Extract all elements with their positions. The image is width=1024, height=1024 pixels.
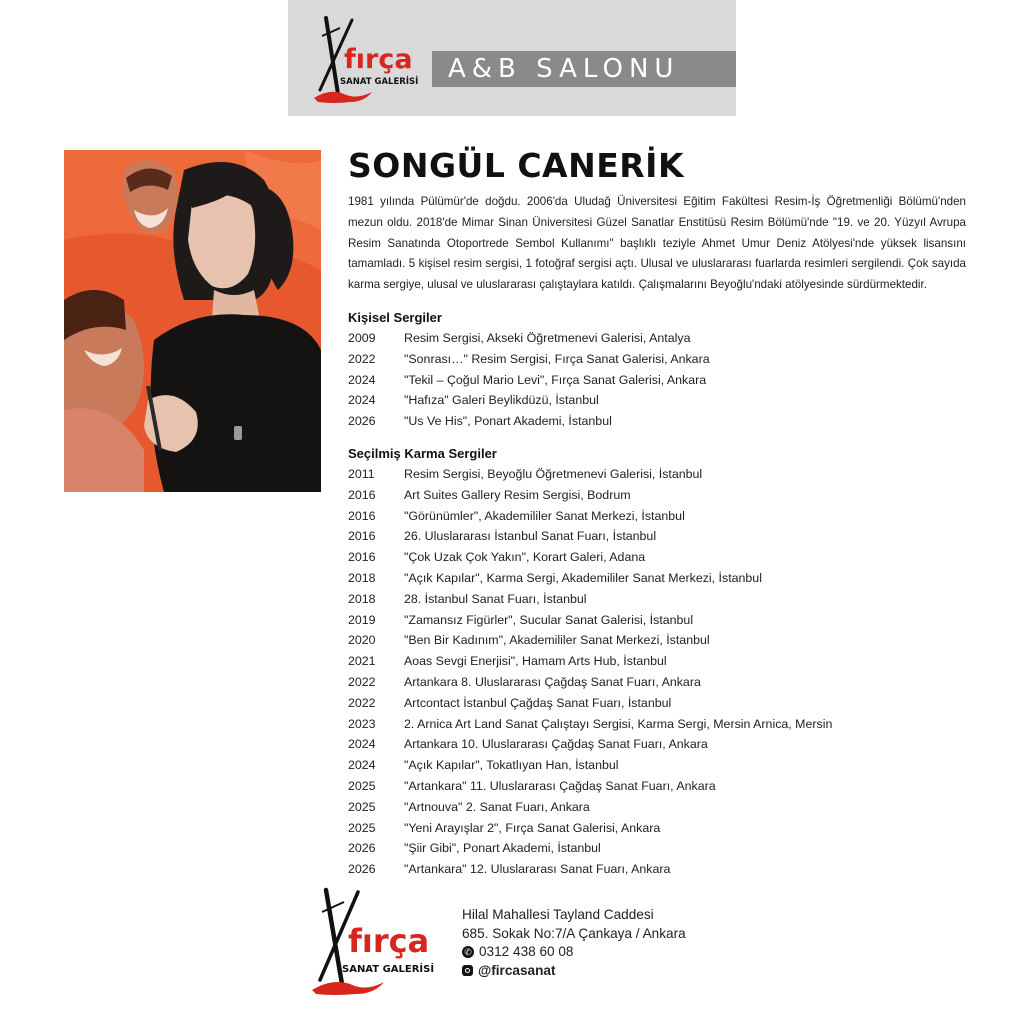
list-item: 2009 Resim Sergisi, Akseki Öğretmenevi Galerisi, Antalya bbox=[348, 330, 691, 345]
list-item: 2022 Artcontact İstanbul Çağdaş Sanat Fuarı, İstanbul bbox=[348, 695, 672, 710]
list-item: 2016 "Çok Uzak Çok Yakın", Korart Galeri, Adana bbox=[348, 550, 646, 565]
phone-row bbox=[462, 943, 686, 962]
list-item: 2021 Aoas Sevgi Enerjisi", Hamam Arts Hub, İstanbul bbox=[348, 654, 667, 669]
solo-exhibitions-list bbox=[348, 328, 966, 432]
instagram-handle[interactable]: @fircasanat bbox=[478, 962, 556, 978]
solo-exhibitions-title: Kişisel Sergiler bbox=[348, 309, 442, 325]
header-banner bbox=[288, 0, 736, 116]
list-item: 2022 "Sonrası…" Resim Sergisi, Fırça Sanat Galerisi, Ankara bbox=[348, 351, 710, 366]
list-item: 2024 Artankara 10. Uluslararası Çağdaş Sanat Fuarı, Ankara bbox=[348, 737, 708, 752]
address-line-1: Hilal Mahallesi Tayland Caddesi bbox=[462, 907, 654, 922]
salon-band bbox=[432, 51, 736, 87]
svg-text:SANAT GALERİSİ: SANAT GALERİSİ bbox=[340, 77, 419, 87]
firca-logo-footer bbox=[308, 886, 442, 996]
artist-photo bbox=[64, 150, 321, 492]
list-item: 2018 "Açık Kapılar", Karma Sergi, Akademililer Sanat Merkezi, İstanbul bbox=[348, 570, 762, 585]
list-item: 2011 Resim Sergisi, Beyoğlu Öğretmenevi Galerisi, İstanbul bbox=[348, 466, 703, 481]
group-exhibitions-list bbox=[348, 464, 966, 880]
list-item: 2026 "Artankara" 12. Uluslararası Sanat Fuarı, Ankara bbox=[348, 862, 671, 877]
list-item: 2020 "Ben Bir Kadınım", Akademililer Sanat Merkezi, İstanbul bbox=[348, 633, 710, 648]
list-item: 2024 "Açık Kapılar", Tokatlıyan Han, İstanbul bbox=[348, 758, 619, 773]
list-item: 2016 "Görünümler", Akademililer Sanat Merkezi, İstanbul bbox=[348, 508, 685, 523]
phone-number[interactable]: 0312 438 60 08 bbox=[479, 944, 574, 959]
list-item: 2018 28. İstanbul Sanat Fuarı, İstanbul bbox=[348, 591, 587, 606]
artist-bio: 1981 yılında Pülümür'de doğdu. 2006'da Uludağ Üniversitesi Eğitim Fakültesi Resim-İş Öğretmenliği Bölümü'nden mezun oldu. 2018'de Mimar Sinan Üniversitesi Güzel Sanatlar Enstitüsü Resim Bölümü'nde "19. ve 20. Yüzyıl Avrupa Resim Sanatında Otoportrede Sembol Kullanımı" başlıklı teziyle Ahmet Umur Deniz Atölyesi'nde yüksek lisansını tamamladı. 5 kişisel resim sergisi, 1 fotoğraf sergisi açtı. Ulusal ve uluslararası fuarlarda resimleri sergilendi. Çok sayıda karma sergiye, ulusal ve uluslararası çalıştaylara katıldı. Çalışmalarını Beyoğlu'ndaki atölyesinde sürdürmektedir. bbox=[348, 195, 966, 292]
artist-name: SONGÜL CANERİK bbox=[348, 146, 685, 185]
salon-title: A&B SALONU bbox=[448, 54, 680, 84]
list-item: 2019 "Zamansız Figürler", Sucular Sanat Galerisi, İstanbul bbox=[348, 612, 694, 627]
list-item: 2023 2. Arnica Art Land Sanat Çalıştayı Sergisi, Karma Sergi, Mersin Arnica, Mersin bbox=[348, 716, 833, 731]
svg-text:SANAT GALERİSİ: SANAT GALERİSİ bbox=[342, 964, 435, 975]
firca-logo bbox=[310, 14, 420, 104]
list-item: 2024 "Tekil – Çoğul Mario Levi", Fırça Sanat Galerisi, Ankara bbox=[348, 372, 707, 387]
address-line-2: 685. Sokak No:7/A Çankaya / Ankara bbox=[462, 925, 686, 941]
list-item: 2016 26. Uluslararası İstanbul Sanat Fuarı, İstanbul bbox=[348, 529, 657, 544]
list-item: 2026 "Us Ve His", Ponart Akademi, İstanbul bbox=[348, 414, 612, 429]
list-item: 2022 Artankara 8. Uluslararası Çağdaş Sanat Fuarı, Ankara bbox=[348, 674, 701, 689]
list-item: 2026 "Şiir Gibi", Ponart Akademi, İstanbul bbox=[348, 841, 601, 856]
svg-text:fırça: fırça bbox=[348, 922, 430, 960]
gallery-contact bbox=[462, 906, 686, 980]
list-item: 2025 "Artankara" 11. Uluslararası Çağdaş Sanat Fuarı, Ankara bbox=[348, 778, 716, 793]
group-exhibitions-title: Seçilmiş Karma Sergiler bbox=[348, 445, 497, 461]
whatsapp-phone-icon: ✆ bbox=[462, 946, 474, 958]
list-item: 2024 "Hafıza" Galeri Beylikdüzü, İstanbul bbox=[348, 393, 599, 408]
list-item: 2016 Art Suites Gallery Resim Sergisi, Bodrum bbox=[348, 487, 631, 502]
instagram-icon bbox=[462, 965, 473, 976]
instagram-row bbox=[462, 962, 686, 981]
svg-text:fırça: fırça bbox=[344, 44, 413, 75]
list-item: 2025 "Yeni Arayışlar 2", Fırça Sanat Galerisi, Ankara bbox=[348, 820, 661, 835]
artist-info bbox=[348, 146, 966, 880]
list-item: 2025 "Artnouva" 2. Sanat Fuarı, Ankara bbox=[348, 799, 590, 814]
